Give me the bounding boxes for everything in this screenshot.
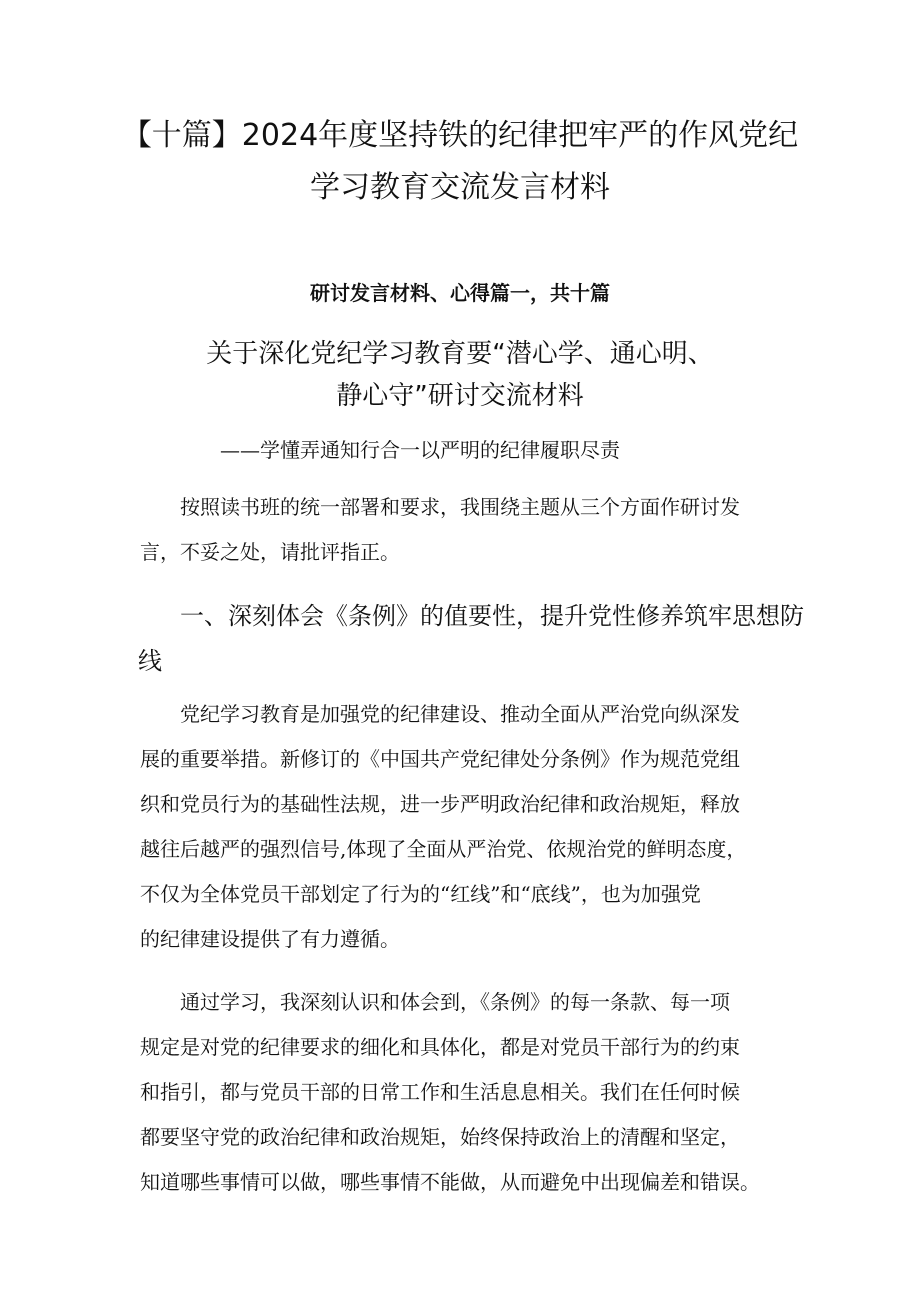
paragraph-1-line: 越往后越严的强烈信号,体现了全面从严治党、依规治党的鲜明态度， [140, 837, 747, 861]
section-title-line-2: 静心守”研讨交流材料 [336, 381, 584, 411]
paragraph-1-line: 展的重要举措。新修订的《中国共产党纪律处分条例》作为规范党组 [140, 747, 740, 771]
intro-paragraph-line: 按照读书班的统一部署和要求，我围绕主题从三个方面作研讨发 [180, 495, 740, 519]
paragraph-1-line: 不仅为全体党员干部划定了行为的“红线”和“底线”，也为加强党 [140, 882, 701, 906]
paragraph-2-line: 都要坚守党的政治纪律和政治规矩，始终保持政治上的清醒和坚定， [140, 1125, 740, 1149]
paragraph-2-line: 规定是对党的纪律要求的细化和具体化，都是对党员干部行为的约束 [140, 1035, 740, 1059]
section-heading-1-line: 一、深刻体会《条例》的值要性，提升党性修养筑牢思想防 [180, 602, 804, 630]
document-subtitle: 研讨发言材料、心得篇一，共十篇 [310, 281, 610, 305]
paragraph-2-line: 和指引，都与党员干部的日常工作和生活息息相关。我们在任何时候 [140, 1080, 740, 1104]
intro-paragraph-line: 言，不妥之处，请批评指正。 [140, 540, 400, 564]
section-heading-1-line: 线 [138, 647, 162, 675]
paragraph-2-line: 通过学习，我深刻认识和体会到，《条例》的每一条款、每一项 [180, 990, 730, 1014]
paragraph-1-line: 织和党员行为的基础性法规，进一步严明政治纪律和政治规矩，释放 [140, 792, 740, 816]
paragraph-1-line: 党纪学习教育是加强党的纪律建设、推动全面从严治党向纵深发 [180, 702, 740, 726]
document-title-line-2: 学习教育交流发言材料 [310, 170, 610, 205]
document-title-line-1: 【十篇】2024年度坚持铁的纪律把牢严的作风党纪 [121, 118, 799, 153]
paragraph-1-line: 的纪律建设提供了有力遵循。 [140, 927, 400, 951]
byline: ——学懂弄通知行合一以严明的纪律履职尽责 [220, 438, 620, 462]
section-title-line-1: 关于深化党纪学习教育要“潜心学、通心明、 [206, 339, 714, 369]
paragraph-2-line: 知道哪些事情可以做，哪些事情不能做，从而避免中出现偏差和错误。 [140, 1170, 760, 1194]
